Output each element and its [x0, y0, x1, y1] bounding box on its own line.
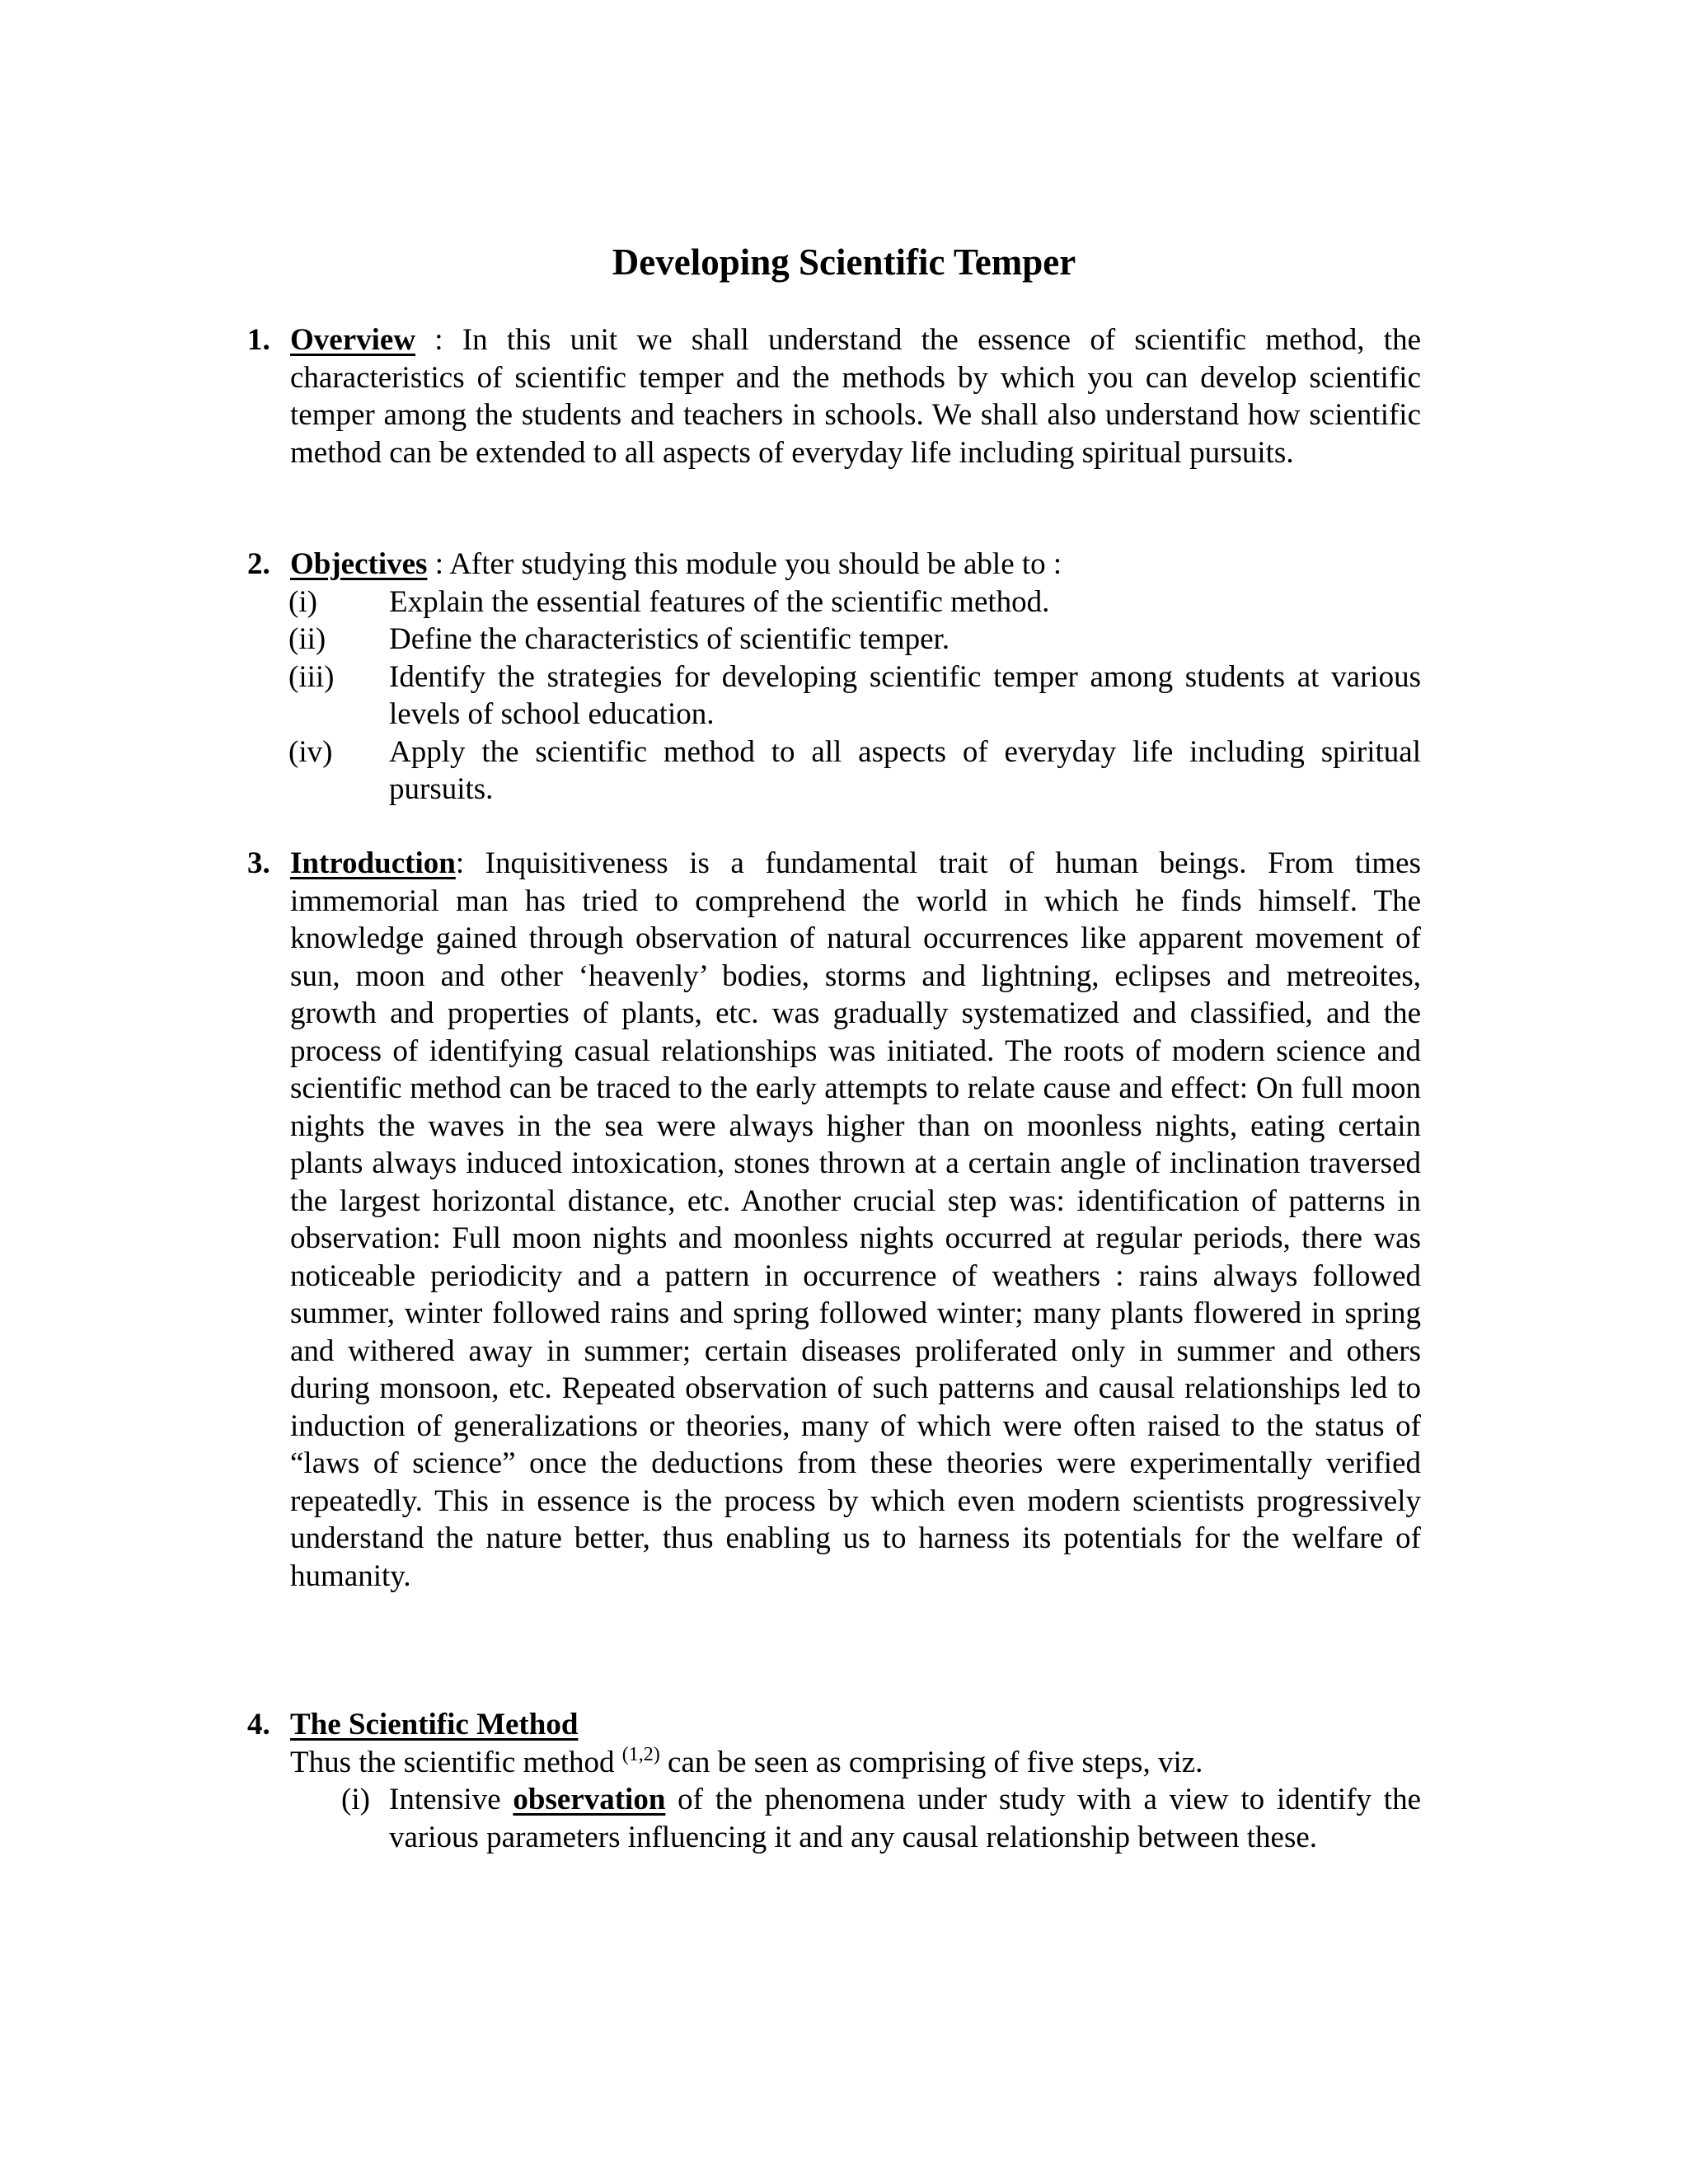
list-item-text: Explain the essential features of the scientific method. [389, 584, 1050, 619]
list-marker: (ii) [288, 622, 326, 656]
overview-text: : In this unit we shall understand the essence of scientific method, the characteristics of scientific temper and the methods by which you can develop scientific temper among the students and teachers in schools. We shall also understand how scientific method can be extended to all aspects of everyday life including spiritual pursuits. [290, 323, 1421, 470]
list-item-text [389, 1781, 1421, 1856]
introduction-text: : Inquisitiveness is a fundamental trait of human beings. From times immemorial man has tried to comprehend the world in which he finds himself. The knowledge gained through observation of natural occurrences like apparent movement of sun, moon and other ‘heavenly’ bodies, storms and lightning, eclipses and metreoites, growth and properties of plants, etc. was gradually systematized and classified, and the process of identifying casual relationships was initiated. The roots of modern science and scientific method can be traced to the early attempts to relate cause and effect: On full moon nights the waves in the sea were always higher than on moonless nights, eating certain plants always induced intoxication, stones thrown at a certain angle of inclination traversed the largest horizontal distance, etc. Another crucial step was: identification of patterns in observation: Full moon nights and moonless nights occurred at regular periods, there was noticeable periodicity and a pattern in occurrence of weathers : rains always followed summer, winter followed rains and spring followed winter; many plants flowered in spring and withered away in summer; certain diseases proliferated only in summer and others during monsoon, etc. Repeated observation of such patterns and causal relationships led to induction of generalizations or theories, many of which were often raised to the status of “laws of science” once the deductions from these theories were experimentally verified repeatedly. This in essence is the process by which even modern scientists progressively understand the nature better, thus enabling us to harness its potentials for the welfare of humanity. [290, 846, 1421, 1593]
list-item [341, 1781, 1421, 1856]
objectives-lead-text: : After studying this module you should be able to : [427, 547, 1062, 581]
document-title: Developing Scientific Temper [612, 241, 1076, 283]
section-number: 4. [247, 1708, 270, 1741]
list-marker: (iv) [288, 734, 333, 769]
section-number: 1. [247, 323, 270, 357]
list-item [288, 583, 1421, 621]
scientific-method-heading-line [290, 1706, 1421, 1744]
step-emphasis: observation [513, 1783, 666, 1816]
lead-text-before: Thus the scientific method [290, 1745, 622, 1779]
section-overview [247, 321, 1421, 471]
introduction-paragraph [290, 845, 1421, 1595]
lead-text-after: can be seen as comprising of five steps, viz. [659, 1745, 1203, 1779]
section-heading-objectives: Objectives [290, 547, 428, 581]
list-item-text: Apply the scientific method to all aspects of everyday life including spiritual pursuits. [389, 734, 1421, 806]
step-text-before: Intensive [389, 1783, 513, 1816]
list-item [288, 621, 1421, 658]
overview-paragraph [290, 321, 1421, 471]
section-heading-introduction: Introduction [290, 846, 456, 880]
section-introduction [247, 845, 1421, 1595]
list-item [288, 733, 1421, 808]
section-number: 2. [247, 547, 270, 581]
list-marker: (i) [288, 584, 317, 619]
steps-list [240, 1781, 1421, 1856]
list-item-text: Identify the strategies for developing scientific temper among students at various levels of school education. [389, 659, 1421, 731]
citation-superscript: (1,2) [621, 1743, 660, 1765]
section-scientific-method [247, 1706, 1421, 1856]
list-item-text: Define the characteristics of scientific temper. [389, 622, 950, 656]
objectives-list [190, 583, 1421, 808]
list-marker: (iii) [288, 659, 335, 694]
list-marker: (i) [341, 1783, 370, 1816]
objectives-lead [290, 546, 1421, 583]
section-objectives [247, 546, 1421, 808]
list-item [288, 658, 1421, 733]
section-number: 3. [247, 846, 270, 880]
section-heading-overview: Overview [290, 323, 416, 357]
scientific-method-lead [290, 1744, 1421, 1782]
step-text-after: of the phenomena under study with a view to identify the various parameters influencing it and any causal relationship between these. [389, 1783, 1421, 1854]
section-heading-scientific-method: The Scientific Method [290, 1708, 579, 1741]
